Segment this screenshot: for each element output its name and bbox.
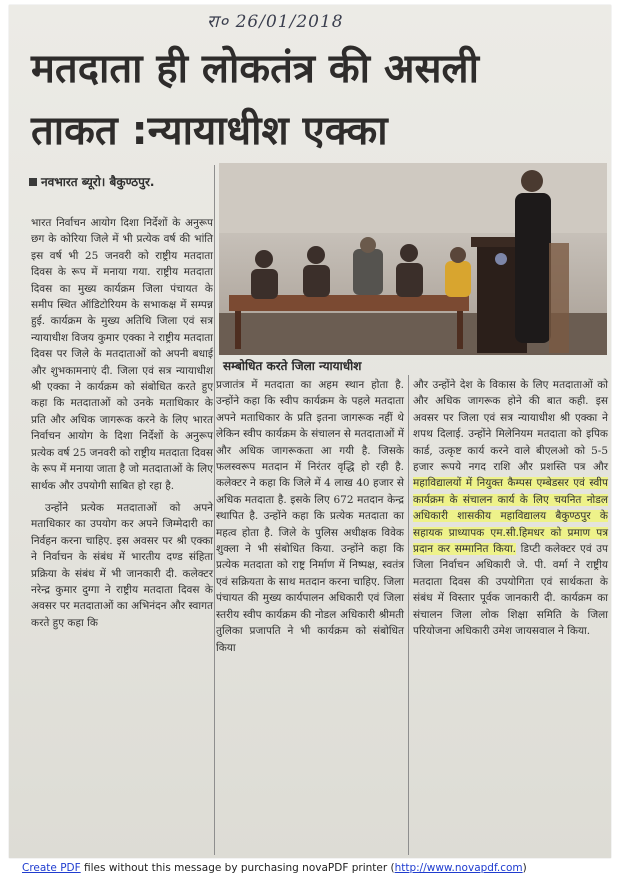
footer-text: files without this message by purchasing novaPDF printer ( <box>80 862 395 874</box>
article-column-3 <box>413 377 608 646</box>
paragraph <box>413 377 608 640</box>
column-divider <box>214 165 215 855</box>
byline <box>29 173 154 190</box>
article-column-2 <box>216 377 404 662</box>
newspaper-clipping <box>9 5 611 858</box>
pdf-footer <box>22 862 527 874</box>
event-photo-illustration <box>219 163 607 355</box>
highlighted-text: महाविद्यालयों में नियुक्त कैम्पस एम्बेडसर एवं स्वीप कार्यक्रम के संचालन कार्य के लिए चयनित नोडल अधिकारी शासकीय महाविद्यालय बैकुण्ठपुर के सहायक प्राध्यापक एम.सी.हिमधर को प्रमाण पत्र प्रदान कर सम्मानित किया. <box>413 477 608 556</box>
paragraph: प्रजातंत्र में मतदाता का अहम स्थान होता है. उन्होंने कहा कि स्वीप कार्यक्रम के पहले मतदाता अपने मताधिकार के प्रति इतना जागरूक नहीं थे लेकिन स्वीप कार्यक्रम के संचालन से मतदाताओं में और अधिक जागरूकता आ गयी है. जिसके फलस्वरूप मतदान में निरंतर वृद्धि हो रही है. कलेक्टर ने कहा कि जिले में 4 लाख 40 हजार से अधिक मतदाता है. इसके लिए 672 मतदान केन्द्र स्थापित है. उन्होंने कहा कि प्रत्येक मतदाता का महत्व होता है. जिले के पुलिस अधीक्षक विवेक शुक्ला ने भी संबोधित किया. उन्होंने कहा कि प्रत्येक मतदाता को राष्ट्र निर्माण में निष्पक्ष, स्वतंत्र एवं सक्रियता के साथ मतदान करना चाहिए. जिला पंचायत की मुख्य कार्यपालन अधिकारी एवं जिला स्तरीय स्वीप कार्यक्रम की नोडल अधिकारी श्रीमती तुलिका प्रजापति ने भी कार्यक्रम को संबोधित किया <box>216 379 404 654</box>
headline-line-1: मतदाता ही लोकतंत्र की असली <box>31 46 480 92</box>
headline-line-2: ताकत :न्यायाधीश एक्का <box>31 108 388 154</box>
handwritten-date: रा० 26/01/2018 <box>207 12 344 32</box>
byline-text: नवभारत ब्यूरो। बैकुण्ठपुर. <box>41 175 155 189</box>
paragraph: उन्होंने प्रत्येक मतदाताओं को अपने मताधिकार का उपयोग कर अपने जिम्मेदारी का निर्वहन करना चाहिए. इस अवसर पर श्री एक्का ने निर्वाचन के संबंध में भारतीय दण्ड संहिता प्रक्रिया के संबंध में भी जानकारी दी. कलेक्टर नरेन्द्र कुमार दुग्गा ने राष्ट्रीय मतदाता दिवस के अवसर पर मतदाताओं का अभिनंदन और स्वागत करते हुए कहा कि <box>31 501 213 629</box>
footer-text-end: ) <box>522 862 527 874</box>
column-divider <box>408 375 409 855</box>
paragraph: भारत निर्वाचन आयोग दिशा निर्देशों के अनुरूप छग के कोरिया जिले में भी प्रत्येक वर्ष की भांति इस वर्ष भी 25 जनवरी को राष्ट्रीय मतदाता दिवस के रूप में मनाया गया. राष्ट्रीय मतदाता दिवस का मुख्य कार्यक्रम जिला पंचायत के समीप स्थित ऑडिटोरियम के सभाकक्ष में सम्पन्न हुई. कार्यक्रम के मुख्य अतिथि जिला एवं सत्र न्यायाधीश विजय कुमार एक्का ने राष्ट्रीय मतदाता दिवस पर जिले के मतदाताओं को अपनी बधाई और शुभकामनाएं दी. जिला एवं सत्र न्यायाधीश श्री एक्का ने कार्यक्रम को संबोधित करते हुए कहा कि मतदाताओं को उनके मताधिकार के प्रति और अधिक जागरूक करने के लिए भारत निर्वाचन आयोग के दिशा निर्देशों के अनुरूप प्रत्येक वर्ष 25 जनवरी को राष्ट्रीय मतदाता दिवस के रूप में मनाया जाता है जो मतदाताओं के लिए सार्थक और उपयोगी साबित हो रहा है. <box>31 217 213 492</box>
bullet-square-icon <box>29 178 37 186</box>
article-column-1 <box>31 215 213 637</box>
text-span: और उन्होंने देश के विकास के लिए मतदाताओं को और अधिक जागरूक होने की बात कही. इस अवसर पर जिला एवं सत्र न्यायाधीश श्री एक्का ने शपथ दिलाई. उन्होंने मिलेनियम मतदाता को इपिक कार्ड, उत्कृष्ट कार्य करने वाले बीएलओ को 5-5 हजार रूपये नगद राशि और प्रशस्ति पत्र और <box>413 379 608 474</box>
photo-caption: सम्बोधित करते जिला न्यायाधीश <box>223 359 362 373</box>
novapdf-link[interactable]: http://www.novapdf.com <box>394 862 523 874</box>
create-pdf-link[interactable]: Create PDF <box>22 862 81 874</box>
text-span: डिप्टी कलेक्टर एवं उप जिला निर्वाचन अधिकारी जे. पी. वर्मा ने राष्ट्रीय मतदाता दिवस की उपयोगिता एवं सार्थकता के संबंध में विस्तार पूर्वक जानकारी दी. कार्यक्रम का संचालन जिला लोक शिक्षा समिति के जिला परियोजना अधिकारी उमेश जायसवाल ने किया. <box>413 543 609 638</box>
event-photo <box>219 163 607 355</box>
